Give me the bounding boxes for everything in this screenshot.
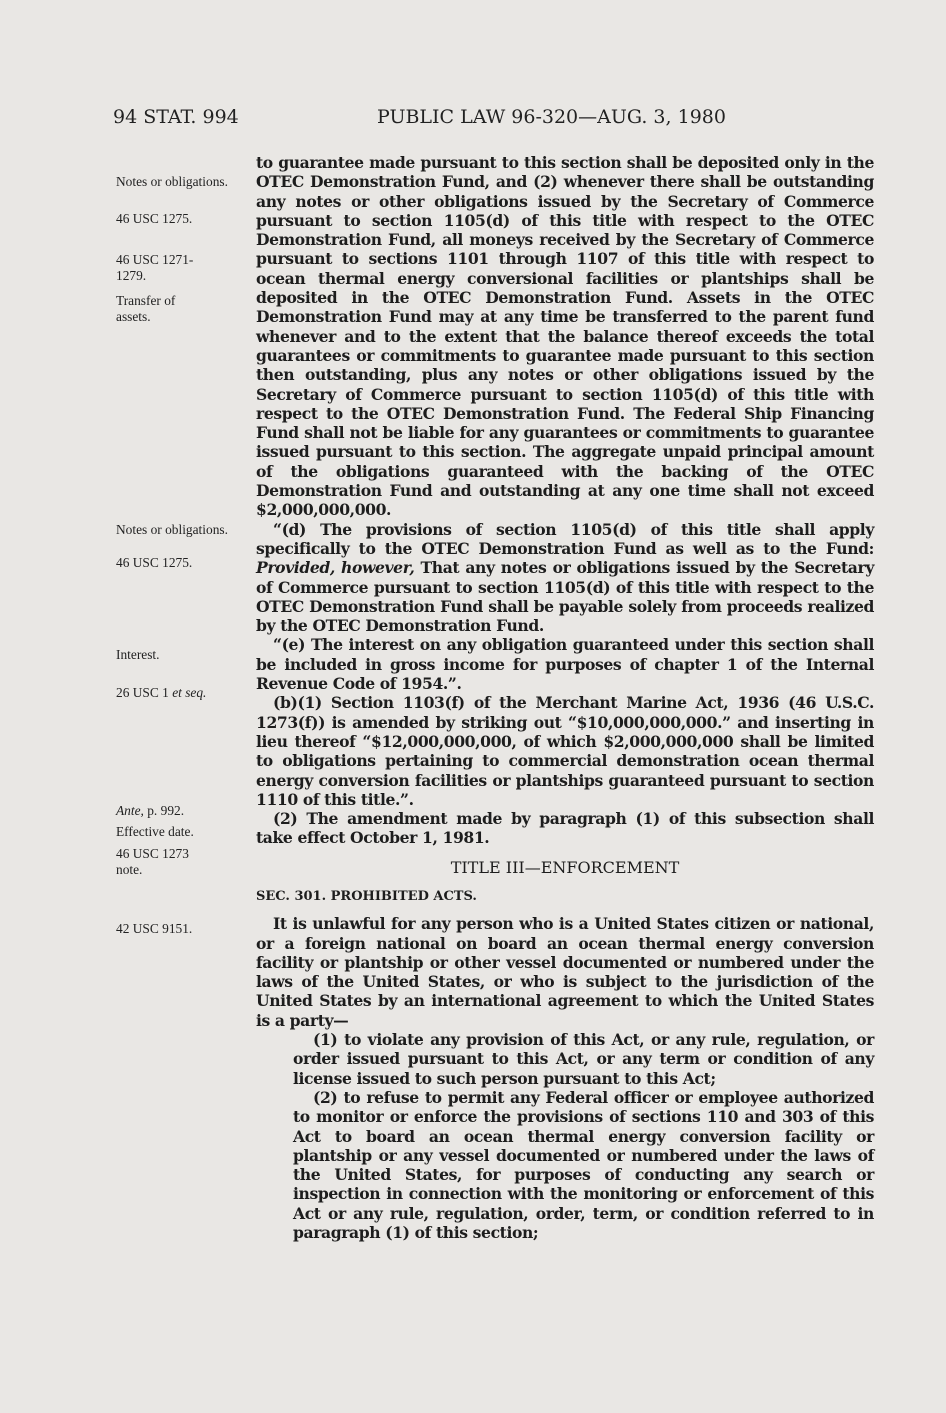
paragraph-amendment-b1: (b)(1) Section 1103(f) of the Merchant Marine Act, 1936 (46 U.S.C. 1273(f)) is amended by striking out “$10,000,000,000.” and inserting in lieu thereof “$12,000,000,000, of which $2,000,000,000 shall be limited to obligations pertaining to commercial demonstration ocean thermal energy conversion facilities or plantships guaranteed pursuant to section 1110 of this title.”. (256, 693, 874, 809)
margin-note-effective-date: Effective date. (116, 824, 194, 839)
paragraph-fund-deposits: to guarantee made pursuant to this section shall be deposited only in the OTEC Demonstration Fund, and (2) whenever there shall be outstanding any notes or other obligations issued by the Secretary of Commerce pursuant to section 1105(d) of this title with respect to the OTEC Demonstration Fund, all moneys received by the Secretary of Commerce pursuant to sections 1101 through 1107 of this title with respect to ocean thermal energy conversional facilities or plantships shall be deposited in the OTEC Demonstration Fund. Assets in the OTEC Demonstration Fund may at any time be transferred to the parent fund whenever and to the extent that the balance thereof exceeds the total guarantees or commitments to guarantee made pursuant to this section then outstanding, plus any notes or other obligations issued by the Secretary of Commerce pursuant to section 1105(d) of this title with respect to the OTEC Demonstration Fund. The Federal Ship Financing Fund shall not be liable for any guarantees or commitments to guarantee issued pursuant to this section. The aggregate unpaid principal amount of the obligations guaranteed with the backing of the OTEC Demonstration Fund and outstanding at any one time shall not exceed $2,000,000,000. (256, 153, 874, 520)
margin-note-usc-citation: 46 USC 1271-1279. (116, 252, 194, 283)
margin-note-notes-obligations: Notes or obligations. (116, 174, 228, 189)
margin-note-transfer-assets: Transfer of assets. (116, 293, 176, 324)
margin-note-usc-citation: 46 USC 1275. (116, 211, 193, 226)
margin-note-usc-citation: 26 USC 1 et seq. (116, 685, 207, 700)
margin-note-usc-citation: 46 USC 1273 note. (116, 846, 189, 877)
title-heading: TITLE III—ENFORCEMENT (450, 857, 680, 877)
section-heading: SEC. 301. PROHIBITED ACTS. (256, 888, 477, 904)
margin-note-notes-obligations: Notes or obligations. (116, 522, 228, 537)
list-item: (2) to refuse to permit any Federal officer or employee authorized to monitor or enforce the provisions of sections 110 and 303 of this Act to board an ocean thermal energy conversion facility or plantship or any vessel documented or numbered under the laws of the United States, for purposes of conducting any search or inspection in connection with the monitoring or enforcement of this Act or any rule, regulation, order, term, or condition referred to in paragraph (1) of this section; (293, 1087, 874, 1243)
margin-note-ante: Ante, p. 992. (116, 803, 185, 818)
margin-note-usc-citation: 46 USC 1275. (116, 555, 193, 570)
main-text-column (256, 153, 874, 1242)
paragraph-subsection-e: “(e) The interest on any obligation guaranteed under this section shall be included in gross income for purposes of chapter 1 of the Internal Revenue Code of 1954.”. (256, 635, 874, 694)
margin-note-interest: Interest. (116, 647, 160, 662)
paragraph-effective-date: (2) The amendment made by paragraph (1) of this subsection shall take effect October 1, 1981. (256, 809, 874, 848)
paragraph-subsection-d: “(d) The provisions of section 1105(d) of this title shall apply specifically to the OTEC Demonstration Fund as well as to the Fund: Provided, however, That any notes or obligations issued by the Secretary of Commerce pursuant to section 1105(d) of this title with respect to the OTEC Demonstration Fund shall be payable solely from proceeds realized by the OTEC Demonstration Fund. (256, 519, 874, 636)
page-stat-number: 94 STAT. 994 (113, 106, 239, 128)
list-item: (1) to violate any provision of this Act, or any rule, regulation, or order issued pursuant to this Act, or any term or condition of any license issued to such person pursuant to this Act; (293, 1030, 874, 1088)
running-header: PUBLIC LAW 96-320—AUG. 3, 1980 (377, 106, 726, 128)
paragraph-unlawful-acts: It is unlawful for any person who is a United States citizen or national, or a foreign national on board an ocean thermal energy conversion facility or plantship or other vessel documented or numbered under the laws of the United States, or who is subject to the jurisdiction of the United States by an international agreement to which the United States is a party— (256, 914, 874, 1030)
margin-note-usc-citation: 42 USC 9151. (116, 921, 193, 936)
